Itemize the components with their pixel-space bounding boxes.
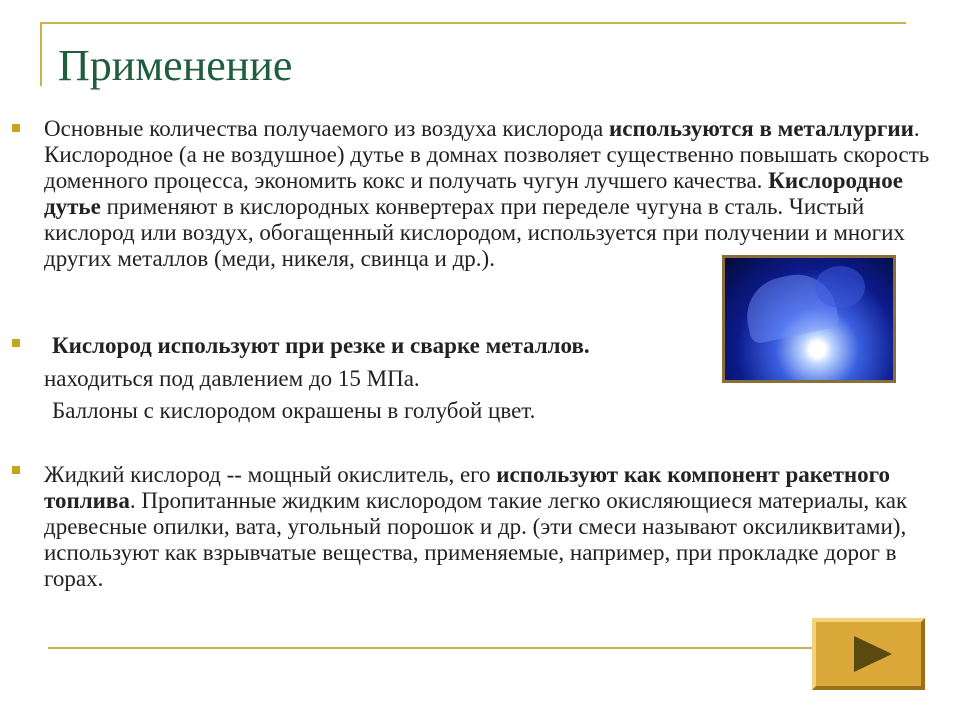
para1-text-1: Основные количества получаемого из воздуха кислорода	[44, 116, 609, 141]
photo-helmet	[815, 266, 865, 308]
bullet-3	[12, 466, 20, 474]
frame-bottom-line	[48, 647, 816, 649]
para1-bold-1: используются в металлургии	[609, 116, 914, 141]
para3-bold-1: используют как компонент ракетного топлива	[44, 462, 891, 513]
frame-top-line	[40, 22, 906, 24]
welding-photo	[722, 255, 896, 383]
paragraph-liquid-oxygen	[44, 462, 954, 592]
play-triangle-icon	[854, 636, 892, 672]
para1-text-2: . Кислородное (а не воздушное) дутье в домнах позволяет существенно повышать скорость доменного процесса, экономить кокс и получать чугун лучшего качества.	[44, 116, 930, 193]
slide-title: Применение	[58, 41, 293, 90]
bullet-1	[12, 124, 20, 132]
para1-text-3: применяют в кислородных конвертерах при переделе чугуна в сталь. Чистый кислород или воздух, обогащенный кислородом, используется при получении и многих других металлов (меди, никеля, свинца и др.).	[44, 194, 905, 271]
para3-text-1: Жидкий кислород -- мощный окислитель, его	[44, 462, 497, 487]
welding-heading-bold: Кислород используют при резке и сварке металлов.	[52, 333, 590, 358]
para3-text-2: . Пропитанные жидким кислородом такие легко окисляющиеся материалы, как древесные опилки, вата, угольный порошок и др. (эти смеси называют оксиликвитами), используют как взрывчатые вещества, применяемые, например, при прокладке дорог в горах.	[44, 488, 908, 591]
bullet-2	[12, 339, 20, 347]
cylinder-color-line: Баллоны с кислородом окрашены в голубой цвет.	[52, 398, 536, 423]
para1-bold-2: Кислородное дутье	[44, 168, 903, 219]
paragraph-metallurgy	[44, 116, 944, 272]
pressure-line: находиться под давлением до 15 МПа.	[44, 366, 420, 391]
next-slide-button[interactable]	[812, 618, 925, 690]
frame-left-line	[40, 22, 42, 86]
welding-heading	[52, 333, 590, 359]
